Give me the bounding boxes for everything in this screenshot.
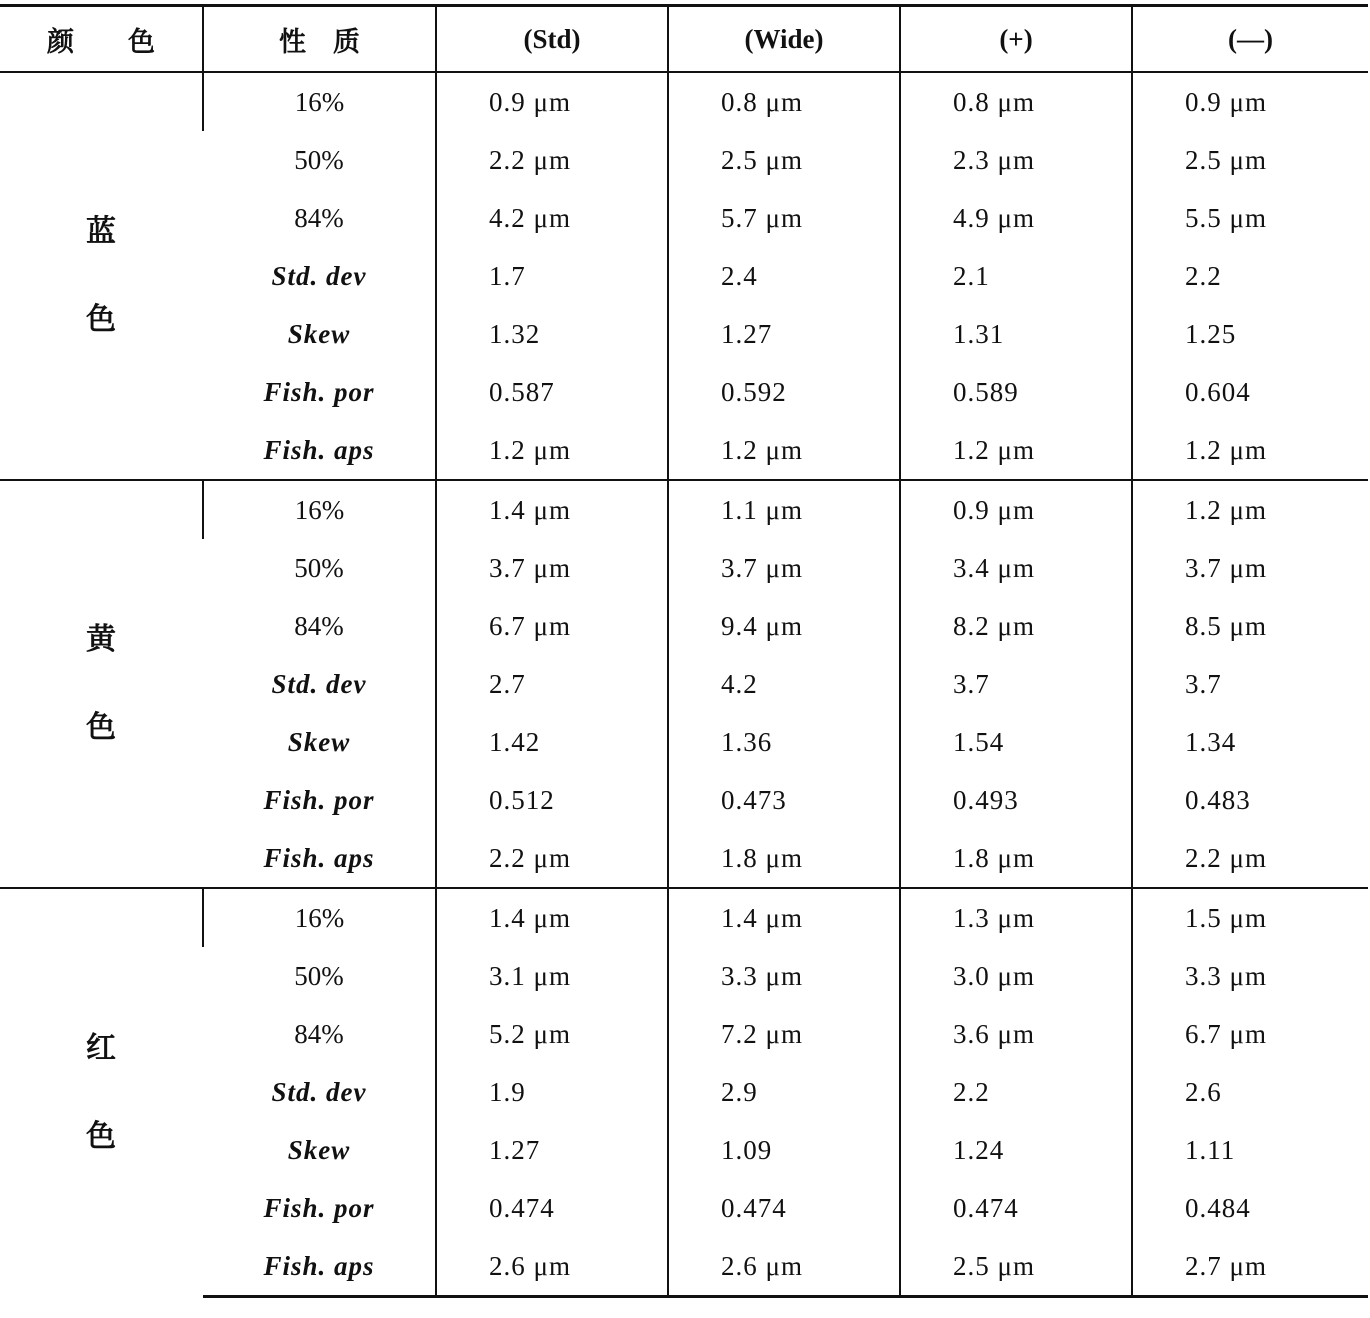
property-cell: 16%	[203, 72, 436, 131]
value-cell: 0.512	[436, 771, 668, 829]
value-cell: 3.7	[900, 655, 1132, 713]
value-cell: 2.4	[668, 247, 900, 305]
table-row	[0, 363, 1368, 421]
value-cell: 3.4 μm	[900, 539, 1132, 597]
property-cell: 84%	[294, 610, 344, 641]
value-cell: 3.0 μm	[900, 947, 1132, 1005]
value-cell: 1.54	[900, 713, 1132, 771]
value-cell: 3.1 μm	[436, 947, 668, 1005]
value-cell: 3.6 μm	[900, 1005, 1132, 1063]
value-cell: 8.5 μm	[1132, 597, 1368, 655]
value-cell: 1.5 μm	[1132, 888, 1368, 947]
table-row	[0, 1237, 1368, 1297]
value-cell: 2.2 μm	[1132, 829, 1368, 888]
value-cell: 0.9 μm	[1132, 72, 1368, 131]
value-cell: 1.3 μm	[900, 888, 1132, 947]
value-cell: 8.2 μm	[900, 597, 1132, 655]
value-cell: 1.1 μm	[668, 480, 900, 539]
value-cell: 4.2	[668, 655, 900, 713]
value-cell: 1.27	[436, 1121, 668, 1179]
table-header	[0, 6, 1368, 73]
value-cell: 2.3 μm	[900, 131, 1132, 189]
header-wide: (Wide)	[668, 6, 900, 73]
header-row	[0, 6, 1368, 73]
value-cell: 1.09	[668, 1121, 900, 1179]
value-cell: 5.5 μm	[1132, 189, 1368, 247]
color-group-label: 蓝 色	[0, 72, 203, 480]
table-row	[0, 1179, 1368, 1237]
value-cell: 2.2 μm	[436, 829, 668, 888]
value-cell: 0.474	[668, 1179, 900, 1237]
value-cell: 1.32	[436, 305, 668, 363]
property-cell: 50%	[294, 960, 344, 991]
value-cell: 3.3 μm	[668, 947, 900, 1005]
property-cell: 16%	[203, 480, 436, 539]
table-row	[0, 72, 1368, 131]
property-cell: 50%	[294, 552, 344, 583]
value-cell: 1.34	[1132, 713, 1368, 771]
value-cell: 0.474	[900, 1179, 1132, 1237]
value-cell: 0.9 μm	[436, 72, 668, 131]
value-cell: 0.589	[900, 363, 1132, 421]
table-row	[0, 655, 1368, 713]
table-row	[0, 1121, 1368, 1179]
value-cell: 2.6 μm	[436, 1237, 668, 1297]
table-row	[0, 1005, 1368, 1063]
header-minus: (—)	[1132, 6, 1368, 73]
color-group-label: 黄 色	[0, 480, 203, 888]
value-cell: 1.2 μm	[900, 421, 1132, 480]
value-cell: 0.592	[668, 363, 900, 421]
value-cell: 1.11	[1132, 1121, 1368, 1179]
value-cell: 2.6 μm	[668, 1237, 900, 1297]
value-cell: 3.7 μm	[668, 539, 900, 597]
property-cell: Fish. por	[263, 1192, 375, 1223]
value-cell: 2.7	[436, 655, 668, 713]
value-cell: 0.484	[1132, 1179, 1368, 1237]
value-cell: 1.36	[668, 713, 900, 771]
value-cell: 4.9 μm	[900, 189, 1132, 247]
value-cell: 1.25	[1132, 305, 1368, 363]
value-cell: 0.8 μm	[668, 72, 900, 131]
property-cell: Skew	[287, 1134, 351, 1165]
value-cell: 4.2 μm	[436, 189, 668, 247]
table-row	[0, 189, 1368, 247]
table-row	[0, 1063, 1368, 1121]
header-plus: (+)	[900, 6, 1132, 73]
property-cell: Fish. por	[263, 784, 375, 815]
value-cell: 1.4 μm	[436, 480, 668, 539]
value-cell: 1.27	[668, 305, 900, 363]
value-cell: 1.2 μm	[668, 421, 900, 480]
data-table	[0, 4, 1368, 1298]
value-cell: 3.7 μm	[1132, 539, 1368, 597]
value-cell: 3.7 μm	[436, 539, 668, 597]
table-row	[0, 539, 1368, 597]
property-cell: Std. dev	[271, 1076, 367, 1107]
value-cell: 2.5 μm	[1132, 131, 1368, 189]
value-cell: 0.604	[1132, 363, 1368, 421]
value-cell: 3.7	[1132, 655, 1368, 713]
value-cell: 7.2 μm	[668, 1005, 900, 1063]
table-row	[0, 597, 1368, 655]
table-row	[0, 421, 1368, 480]
value-cell: 6.7 μm	[1132, 1005, 1368, 1063]
value-cell: 9.4 μm	[668, 597, 900, 655]
value-cell: 5.7 μm	[668, 189, 900, 247]
value-cell: 2.5 μm	[900, 1237, 1132, 1297]
value-cell: 1.4 μm	[668, 888, 900, 947]
value-cell: 1.9	[436, 1063, 668, 1121]
value-cell: 0.474	[436, 1179, 668, 1237]
header-color: 颜 色	[0, 6, 203, 73]
value-cell: 1.2 μm	[436, 421, 668, 480]
table-row	[0, 888, 1368, 947]
value-cell: 5.2 μm	[436, 1005, 668, 1063]
value-cell: 0.9 μm	[900, 480, 1132, 539]
table-row	[0, 131, 1368, 189]
value-cell: 2.6	[1132, 1063, 1368, 1121]
value-cell: 2.2	[900, 1063, 1132, 1121]
property-cell: Std. dev	[271, 260, 367, 291]
value-cell: 6.7 μm	[436, 597, 668, 655]
table-body	[0, 72, 1368, 1297]
table-row	[0, 947, 1368, 1005]
value-cell: 2.7 μm	[1132, 1237, 1368, 1297]
property-cell: Std. dev	[271, 668, 367, 699]
value-cell: 2.2	[1132, 247, 1368, 305]
table-row	[0, 247, 1368, 305]
property-cell: Fish. por	[263, 376, 375, 407]
value-cell: 2.5 μm	[668, 131, 900, 189]
table-row	[0, 713, 1368, 771]
value-cell: 2.1	[900, 247, 1132, 305]
value-cell: 0.8 μm	[900, 72, 1132, 131]
table-row	[0, 480, 1368, 539]
value-cell: 1.42	[436, 713, 668, 771]
value-cell: 2.9	[668, 1063, 900, 1121]
header-std: (Std)	[436, 6, 668, 73]
value-cell: 0.483	[1132, 771, 1368, 829]
value-cell: 1.31	[900, 305, 1132, 363]
value-cell: 0.587	[436, 363, 668, 421]
property-cell: Skew	[287, 318, 351, 349]
property-cell: Fish. aps	[203, 421, 436, 480]
value-cell: 0.473	[668, 771, 900, 829]
value-cell: 1.2 μm	[1132, 421, 1368, 480]
value-cell: 1.24	[900, 1121, 1132, 1179]
color-group-label: 红 色	[0, 888, 203, 1297]
property-cell: 84%	[294, 202, 344, 233]
table-row	[0, 305, 1368, 363]
property-cell: Skew	[287, 726, 351, 757]
value-cell: 1.8 μm	[900, 829, 1132, 888]
value-cell: 3.3 μm	[1132, 947, 1368, 1005]
property-cell: 84%	[294, 1018, 344, 1049]
property-cell: 50%	[294, 144, 344, 175]
header-property: 性 质	[203, 6, 436, 73]
value-cell: 0.493	[900, 771, 1132, 829]
value-cell: 1.7	[436, 247, 668, 305]
value-cell: 2.2 μm	[436, 131, 668, 189]
property-cell: Fish. aps	[203, 829, 436, 888]
value-cell: 1.4 μm	[436, 888, 668, 947]
value-cell: 1.2 μm	[1132, 480, 1368, 539]
property-cell: Fish. aps	[203, 1237, 436, 1297]
property-cell: 16%	[203, 888, 436, 947]
table-row	[0, 829, 1368, 888]
table-row	[0, 771, 1368, 829]
value-cell: 1.8 μm	[668, 829, 900, 888]
